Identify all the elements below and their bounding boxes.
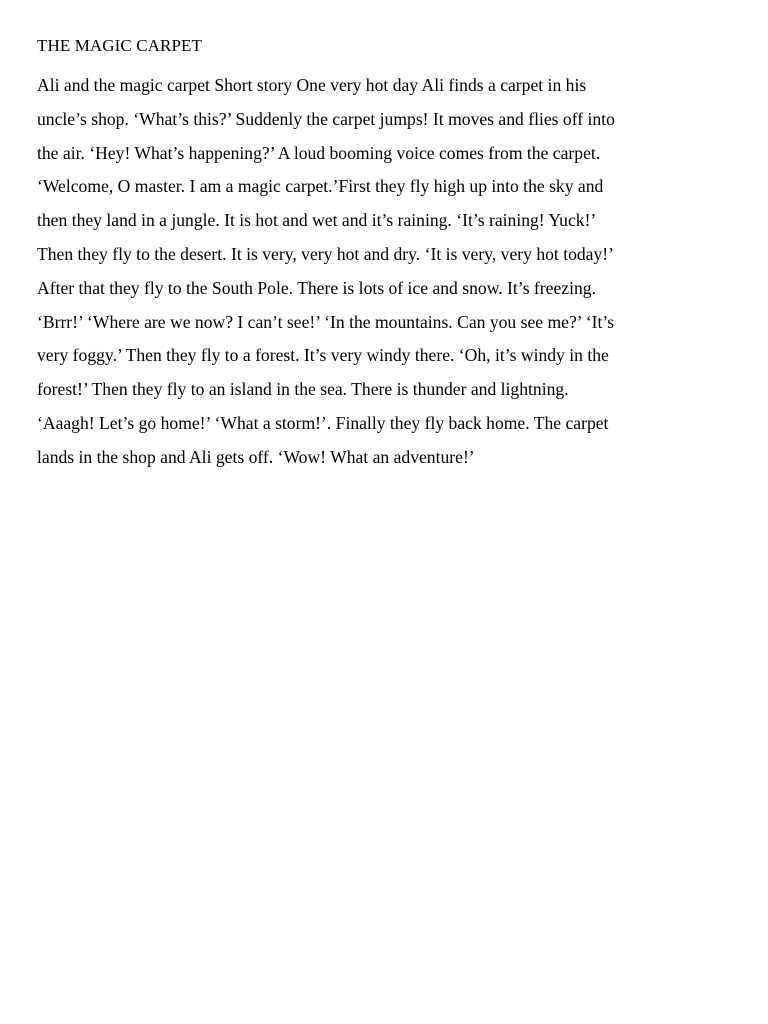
story-line: Then they fly to the desert. It is very, very hot and dry. ‘It is very, very hot today!’ [37, 243, 615, 264]
document-title: THE MAGIC CARPET [37, 36, 202, 55]
story-line: the air. ‘Hey! What’s happening?’ A loud booming voice comes from the carpet. [37, 142, 601, 163]
story-line: Ali and the magic carpet Short story One very hot day Ali finds a carpet in his [37, 75, 587, 95]
story-line: very foggy.’ Then they fly to a forest. It’s very windy there. ‘Oh, it’s windy in the [37, 345, 609, 366]
document-page [37, 35, 727, 475]
story-line: After that they fly to the South Pole. There is lots of ice and snow. It’s freezing. [37, 277, 596, 298]
story-line: ‘Brrr!’ ‘Where are we now? I can’t see!’ ‘In the mountains. Can you see me?’ ‘It’s [37, 311, 615, 332]
story-line: then they land in a jungle. It is hot and wet and it’s raining. ‘It’s raining! Yuck!’ [37, 210, 597, 231]
story-line: lands in the shop and Ali gets off. ‘Wow! What an adventure!’ [37, 446, 475, 467]
story-line: ‘Aaagh! Let’s go home!’ ‘What a storm!’. Finally they fly back home. The carpet [37, 412, 609, 433]
story-line: uncle’s shop. ‘What’s this?’ Suddenly the carpet jumps! It moves and flies off into [37, 108, 615, 129]
story-line: ‘Welcome, O master. I am a magic carpet.’First they fly high up into the sky and [37, 176, 604, 197]
story-paragraph [37, 69, 727, 475]
story-line: forest!’ Then they fly to an island in the sea. There is thunder and lightning. [37, 379, 569, 400]
